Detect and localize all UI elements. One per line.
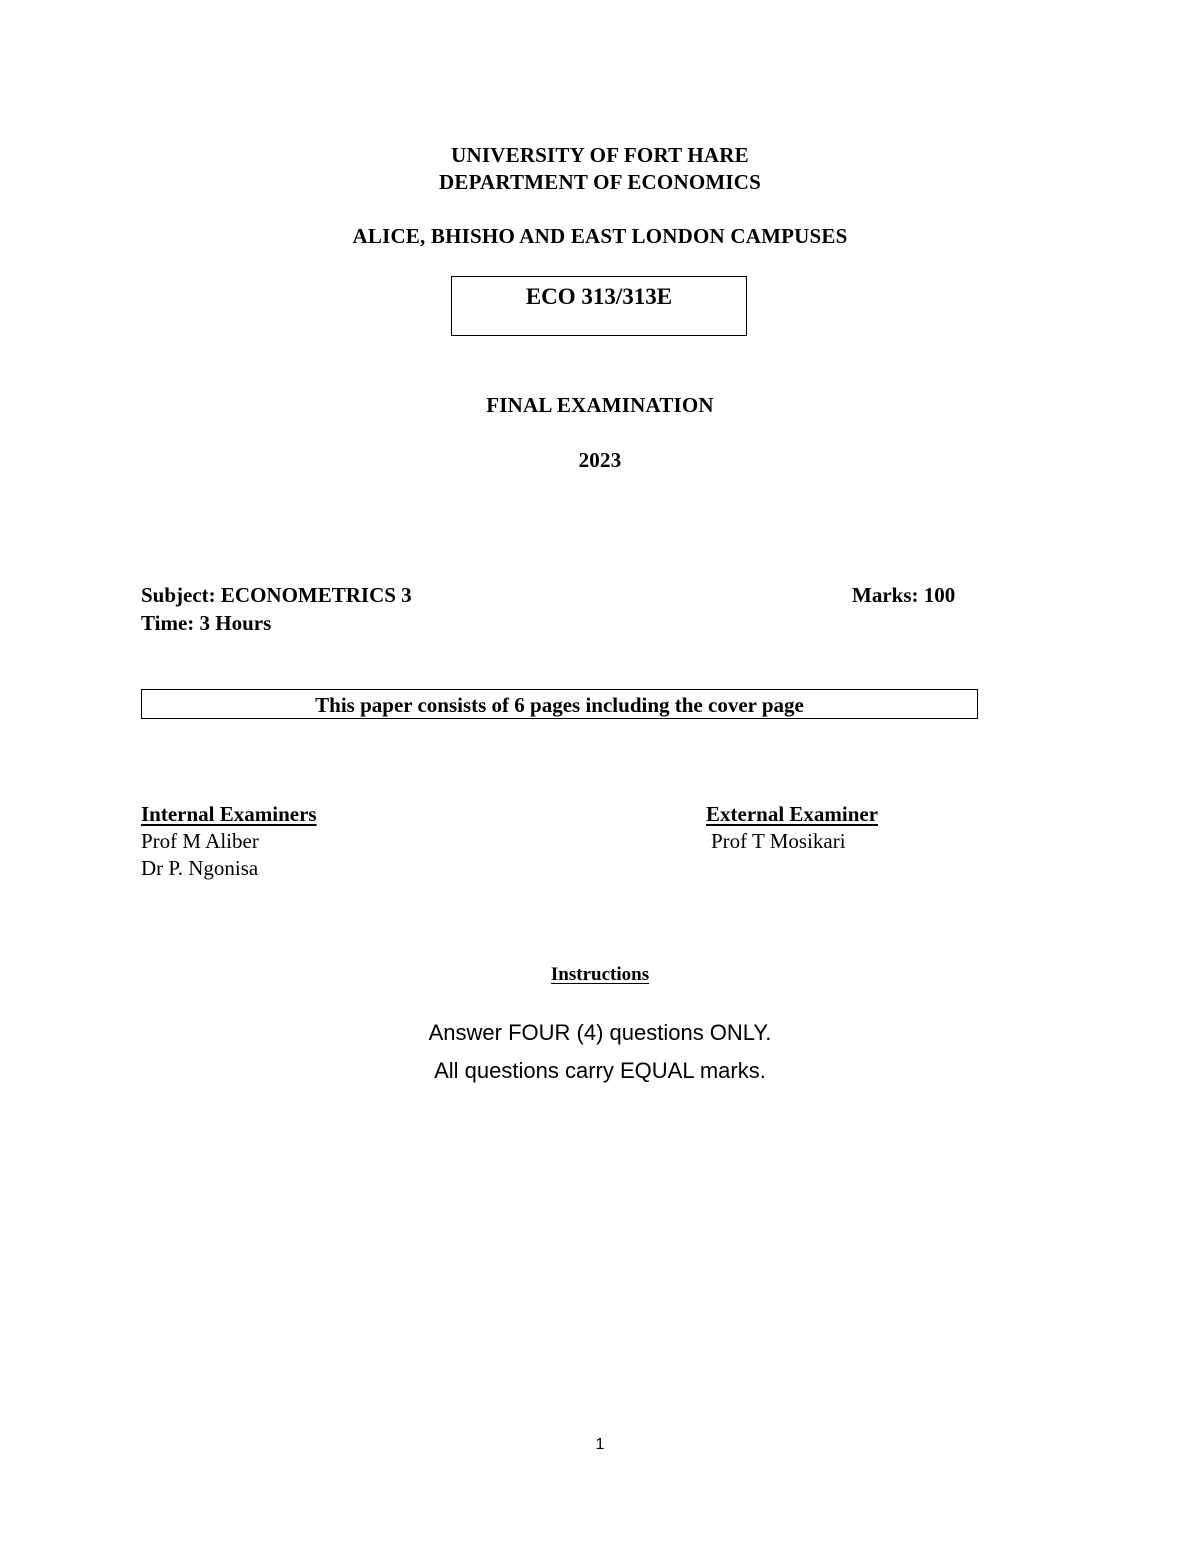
marks-line: Marks: 100 bbox=[852, 583, 956, 607]
external-examiner-heading: External Examiner bbox=[706, 802, 879, 826]
course-code-box bbox=[451, 276, 747, 336]
department-name: DEPARTMENT OF ECONOMICS bbox=[439, 170, 761, 194]
instruction-line-1: Answer FOUR (4) questions ONLY. bbox=[428, 1020, 772, 1045]
subject-line: Subject: ECONOMETRICS 3 bbox=[141, 583, 412, 607]
internal-examiner-1: Prof M Aliber bbox=[141, 829, 259, 853]
external-examiner-1: Prof T Mosikari bbox=[711, 829, 846, 853]
campuses-line: ALICE, BHISHO AND EAST LONDON CAMPUSES bbox=[352, 224, 848, 248]
instructions-heading: Instructions bbox=[550, 964, 650, 985]
exam-title: FINAL EXAMINATION bbox=[486, 393, 714, 417]
internal-examiners-heading: Internal Examiners bbox=[141, 802, 317, 826]
time-line: Time: 3 Hours bbox=[141, 611, 272, 635]
course-code: ECO 313/313E bbox=[525, 284, 673, 309]
pages-notice: This paper consists of 6 pages including the cover page bbox=[315, 693, 804, 717]
page-number: 1 bbox=[595, 1436, 605, 1453]
pages-notice-box bbox=[141, 689, 978, 719]
internal-examiner-2: Dr P. Ngonisa bbox=[141, 856, 259, 880]
university-name: UNIVERSITY OF FORT HARE bbox=[451, 143, 749, 167]
exam-year: 2023 bbox=[578, 448, 622, 472]
instruction-line-2: All questions carry EQUAL marks. bbox=[434, 1058, 766, 1083]
